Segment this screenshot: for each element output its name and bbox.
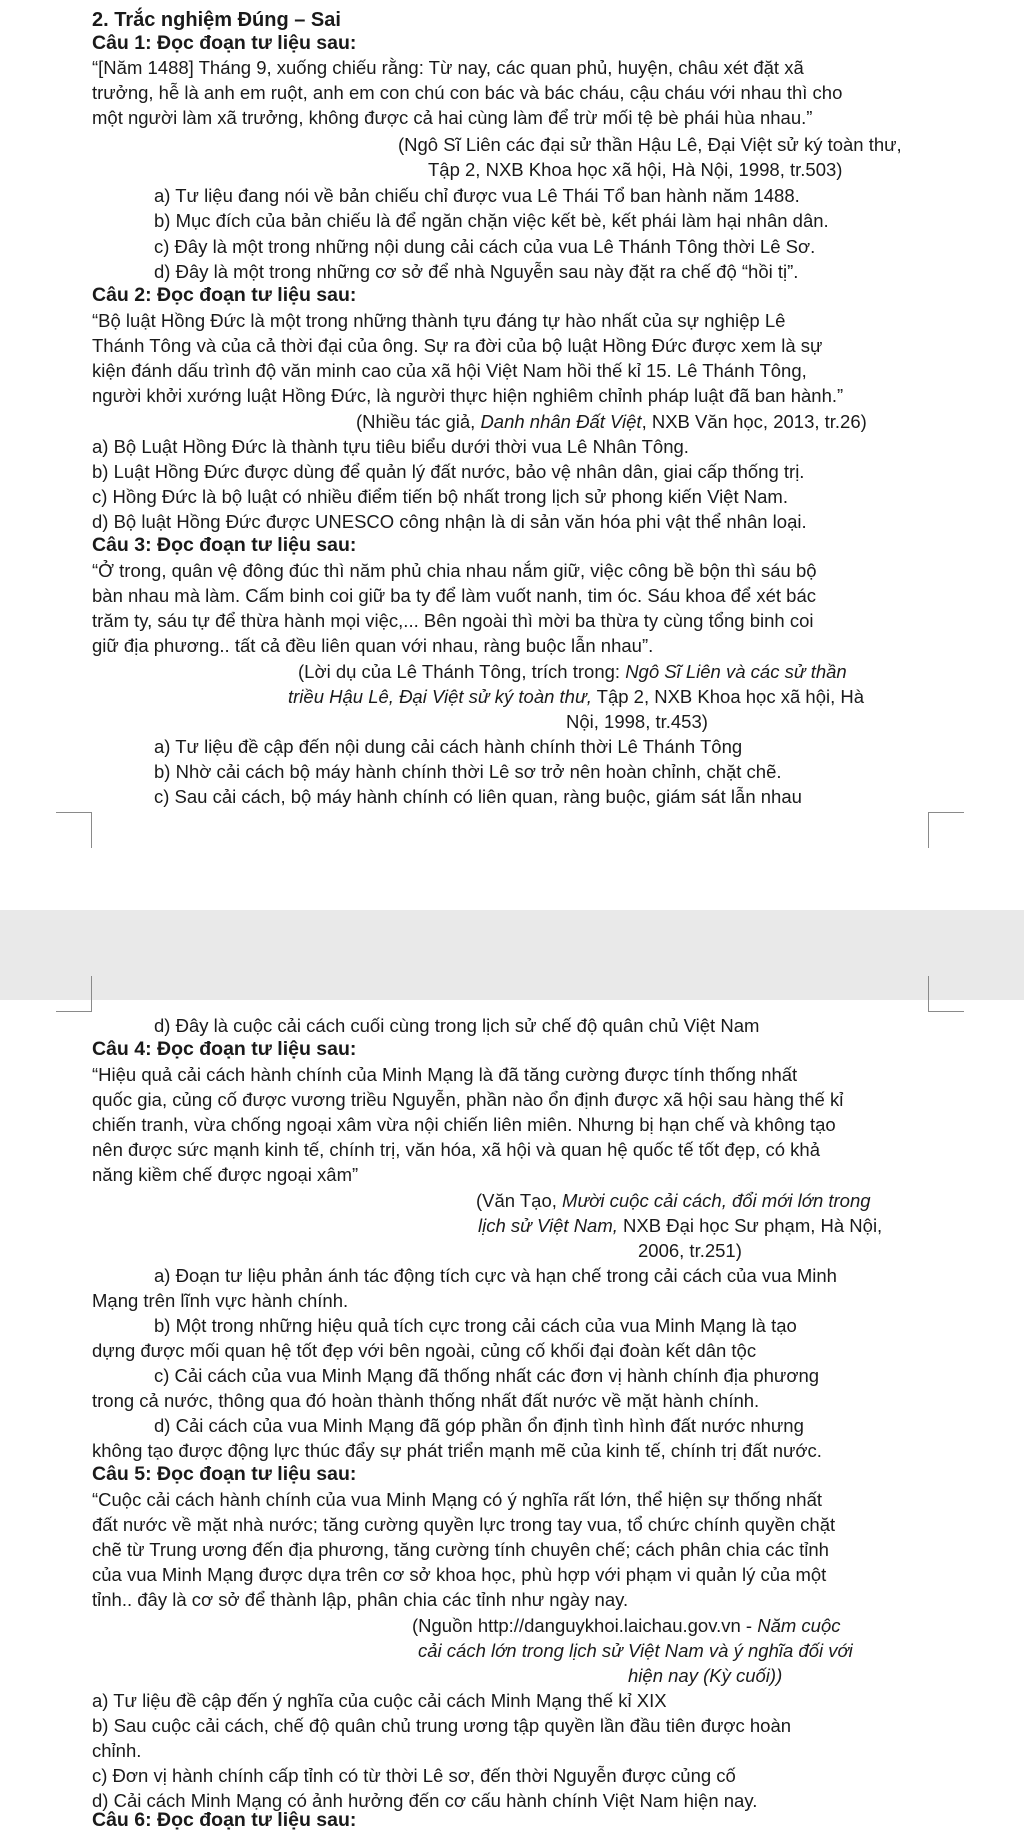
q3-source-line: (Lời dụ của Lê Thánh Tông, trích trong: Ngô Sĩ Liên và các sử thần (298, 661, 847, 682)
q3-option-b: b) Nhờ cải cách bộ máy hành chính thời Lê sơ trở nên hoàn chỉnh, chặt chẽ. (154, 761, 782, 782)
question-3-heading: Câu 3: Đọc đoạn tư liệu sau: (92, 534, 357, 556)
q4-source-line: lịch sử Việt Nam, NXB Đại học Sư phạm, Hà Nội, (478, 1215, 883, 1236)
q5-passage-line: “Cuộc cải cách hành chính của vua Minh Mạng có ý nghĩa rất lớn, thể hiện sự thống nhất (92, 1489, 823, 1510)
page-corner-mark (56, 812, 92, 848)
q3-passage-line: “Ở trong, quân vệ đông đúc thì năm phủ chia nhau nắm giữ, việc công bề bộn thì sáu bộ (92, 560, 817, 581)
q1-option-c: c) Đây là một trong những nội dung cải cách của vua Lê Thánh Tông thời Lê Sơ. (154, 236, 816, 257)
q4-option-b: b) Một trong những hiệu quả tích cực trong cải cách của vua Minh Mạng là tạo (154, 1315, 797, 1336)
question-5-heading: Câu 5: Đọc đoạn tư liệu sau: (92, 1463, 357, 1485)
q3-passage-line: giữ địa phương.. tất cả đều liên quan với nhau, ràng buộc lẫn nhau”. (92, 635, 654, 656)
q5-option-a: a) Tư liệu đề cập đến ý nghĩa của cuộc cải cách Minh Mạng thế kỉ XIX (92, 1690, 667, 1711)
q1-passage-line: “[Năm 1488] Tháng 9, xuống chiếu rằng: Từ nay, các quan phủ, huyện, châu xét đặt xã (92, 57, 804, 78)
q2-passage-line: người khởi xướng luật Hồng Đức, là người thực hiện nghiêm chỉnh pháp luật đã ban hành.” (92, 385, 844, 406)
q4-source-line: 2006, tr.251) (638, 1240, 742, 1261)
q4-option-c: c) Cải cách của vua Minh Mạng đã thống nhất các đơn vị hành chính địa phương (154, 1365, 820, 1386)
q5-source-line: (Nguồn http://danguykhoi.laichau.gov.vn - Năm cuộc (412, 1615, 841, 1636)
q1-option-d: d) Đây là một trong những cơ sở để nhà Nguyễn sau này đặt ra chế độ “hồi tị”. (154, 261, 799, 282)
q4-option-d: d) Cải cách của vua Minh Mạng đã góp phần ổn định tình hình đất nước nhưng (154, 1415, 804, 1436)
q5-source-line: hiện nay (Kỳ cuối)) (628, 1665, 783, 1686)
q3-passage-line: bàn nhau mà làm. Cấm binh coi giữ ba ty để làm vuốt nanh, tim óc. Sáu khoa để xét bác (92, 585, 817, 606)
q5-passage-line: của vua Minh Mạng được dựa trên cơ sở khoa học, phù hợp với phạm vi quản lý của một (92, 1564, 827, 1585)
q3-source-line: triều Hậu Lê, Đại Việt sử ký toàn thư, Tập 2, NXB Khoa học xã hội, Hà (288, 686, 865, 707)
q2-source-line: (Nhiều tác giả, Danh nhân Đất Việt, NXB Văn học, 2013, tr.26) (356, 411, 867, 432)
page-corner-mark (928, 812, 964, 848)
page-break (0, 910, 1024, 1000)
q4-passage-line: quốc gia, củng cố được vương triều Nguyễn, phần nào ổn định được xã hội sau hàng thế kỉ (92, 1089, 844, 1110)
section-title: 2. Trắc nghiệm Đúng – Sai (92, 9, 341, 31)
q4-passage-line: nên được sức mạnh kinh tế, chính trị, văn hóa, xã hội và quan hệ quốc tế tốt đẹp, có khả (92, 1139, 821, 1160)
q2-passage-line: Thánh Tông và của cả thời đại của ông. Sự ra đời của bộ luật Hồng Đức được xem là sự (92, 335, 823, 356)
q3-option-d: d) Đây là cuộc cải cách cuối cùng trong lịch sử chế độ quân chủ Việt Nam (154, 1015, 760, 1036)
q4-option-a-cont: Mạng trên lĩnh vực hành chính. (92, 1290, 349, 1311)
q5-option-b: b) Sau cuộc cải cách, chế độ quân chủ trung ương tập quyền lần đầu tiên được hoàn (92, 1715, 792, 1736)
q4-option-b-cont: dựng được mối quan hệ tốt đẹp với bên ngoài, củng cố khối đại đoàn kết dân tộc (92, 1340, 757, 1361)
question-4-heading: Câu 4: Đọc đoạn tư liệu sau: (92, 1038, 357, 1060)
q2-passage-line: “Bộ luật Hồng Đức là một trong những thành tựu đáng tự hào nhất của sự nghiệp Lê (92, 310, 786, 331)
q3-option-a: a) Tư liệu đề cập đến nội dung cải cách hành chính thời Lê Thánh Tông (154, 736, 743, 757)
q2-passage-line: kiện đánh dấu trình độ văn minh cao của xã hội Việt Nam hồi thế kỉ 15. Lê Thánh Tông, (92, 360, 807, 381)
q4-passage-line: năng kiềm chế được ngoại xâm” (92, 1164, 359, 1185)
q5-option-d: d) Cải cách Minh Mạng có ảnh hưởng đến cơ cấu hành chính Việt Nam hiện nay. (92, 1790, 758, 1811)
q1-option-b: b) Mục đích của bản chiếu là để ngăn chặn việc kết bè, kết phái làm hại nhân dân. (154, 210, 829, 231)
question-1-heading: Câu 1: Đọc đoạn tư liệu sau: (92, 32, 357, 54)
q4-option-a: a) Đoạn tư liệu phản ánh tác động tích cực và hạn chế trong cải cách của vua Minh (154, 1265, 837, 1286)
page-corner-mark (56, 976, 92, 1012)
q2-option-d: d) Bộ luật Hồng Đức được UNESCO công nhận là di sản văn hóa phi vật thể nhân loại. (92, 511, 807, 532)
q5-passage-line: tỉnh.. đây là cơ sở để thành lập, phân chia các tỉnh như ngày nay. (92, 1589, 629, 1610)
q1-passage-line: một người làm xã trưởng, không được cả hai cùng làm để trừ mối tệ bè phái hùa nhau.” (92, 107, 813, 128)
q1-source-line: Tập 2, NXB Khoa học xã hội, Hà Nội, 1998, tr.503) (428, 159, 843, 180)
q5-option-b-cont: chỉnh. (92, 1740, 142, 1761)
q5-passage-line: chẽ từ Trung ương đến địa phương, tăng cường tính chuyên chế; cách phân chia các tỉnh (92, 1539, 829, 1560)
q5-option-c: c) Đơn vị hành chính cấp tỉnh có từ thời Lê sơ, đến thời Nguyễn được củng cố (92, 1765, 736, 1786)
q1-option-a: a) Tư liệu đang nói về bản chiếu chỉ được vua Lê Thái Tổ ban hành năm 1488. (154, 185, 800, 206)
q3-passage-line: trăm ty, sáu tự để thừa hành mọi việc,... Bên ngoài thì mời ba thừa ty cùng tổng binh coi (92, 610, 814, 631)
q5-passage-line: đất nước về mặt nhà nước; tăng cường quyền lực trong tay vua, tổ chức chính quyền chặt (92, 1514, 836, 1535)
q4-source-line: (Văn Tạo, Mười cuộc cải cách, đổi mới lớn trong (476, 1190, 871, 1211)
q2-option-b: b) Luật Hồng Đức được dùng để quản lý đất nước, bảo vệ nhân dân, giai cấp thống trị. (92, 461, 805, 482)
q4-passage-line: chiến tranh, vừa chống ngoại xâm vừa nội chiến liên miên. Nhưng bị hạn chế và không tạo (92, 1114, 836, 1135)
q2-option-a: a) Bộ Luật Hồng Đức là thành tựu tiêu biểu dưới thời vua Lê Nhân Tông. (92, 436, 689, 457)
q1-passage-line: trưởng, hễ là anh em ruột, anh em con chú con bác và bác cháu, cậu cháu với nhau thì cho (92, 82, 843, 103)
q4-passage-line: “Hiệu quả cải cách hành chính của Minh Mạng là đã tăng cường được tính thống nhất (92, 1064, 798, 1085)
q4-option-d-cont: không tạo được động lực thúc đẩy sự phát triển mạnh mẽ của kinh tế, chính trị đất nước. (92, 1440, 822, 1461)
page-corner-mark (928, 976, 964, 1012)
q4-option-c-cont: trong cả nước, thông qua đó hoàn thành thống nhất đất nước về mặt hành chính. (92, 1390, 760, 1411)
document-page-2 (0, 1000, 1024, 1831)
question-6-heading: Câu 6: Đọc đoạn tư liệu sau: (92, 1809, 357, 1831)
q2-option-c: c) Hồng Đức là bộ luật có nhiều điểm tiến bộ nhất trong lịch sử phong kiến Việt Nam. (92, 486, 788, 507)
q5-source-line: cải cách lớn trong lịch sử Việt Nam và ý nghĩa đối với (418, 1640, 853, 1661)
question-2-heading: Câu 2: Đọc đoạn tư liệu sau: (92, 284, 357, 306)
q3-option-c: c) Sau cải cách, bộ máy hành chính có liên quan, ràng buộc, giám sát lẫn nhau (154, 786, 802, 807)
q3-source-line: Nội, 1998, tr.453) (566, 711, 708, 732)
document-page-1 (0, 0, 1024, 910)
q1-source-line: (Ngô Sĩ Liên các đại sử thần Hậu Lê, Đại Việt sử ký toàn thư, (398, 134, 902, 155)
